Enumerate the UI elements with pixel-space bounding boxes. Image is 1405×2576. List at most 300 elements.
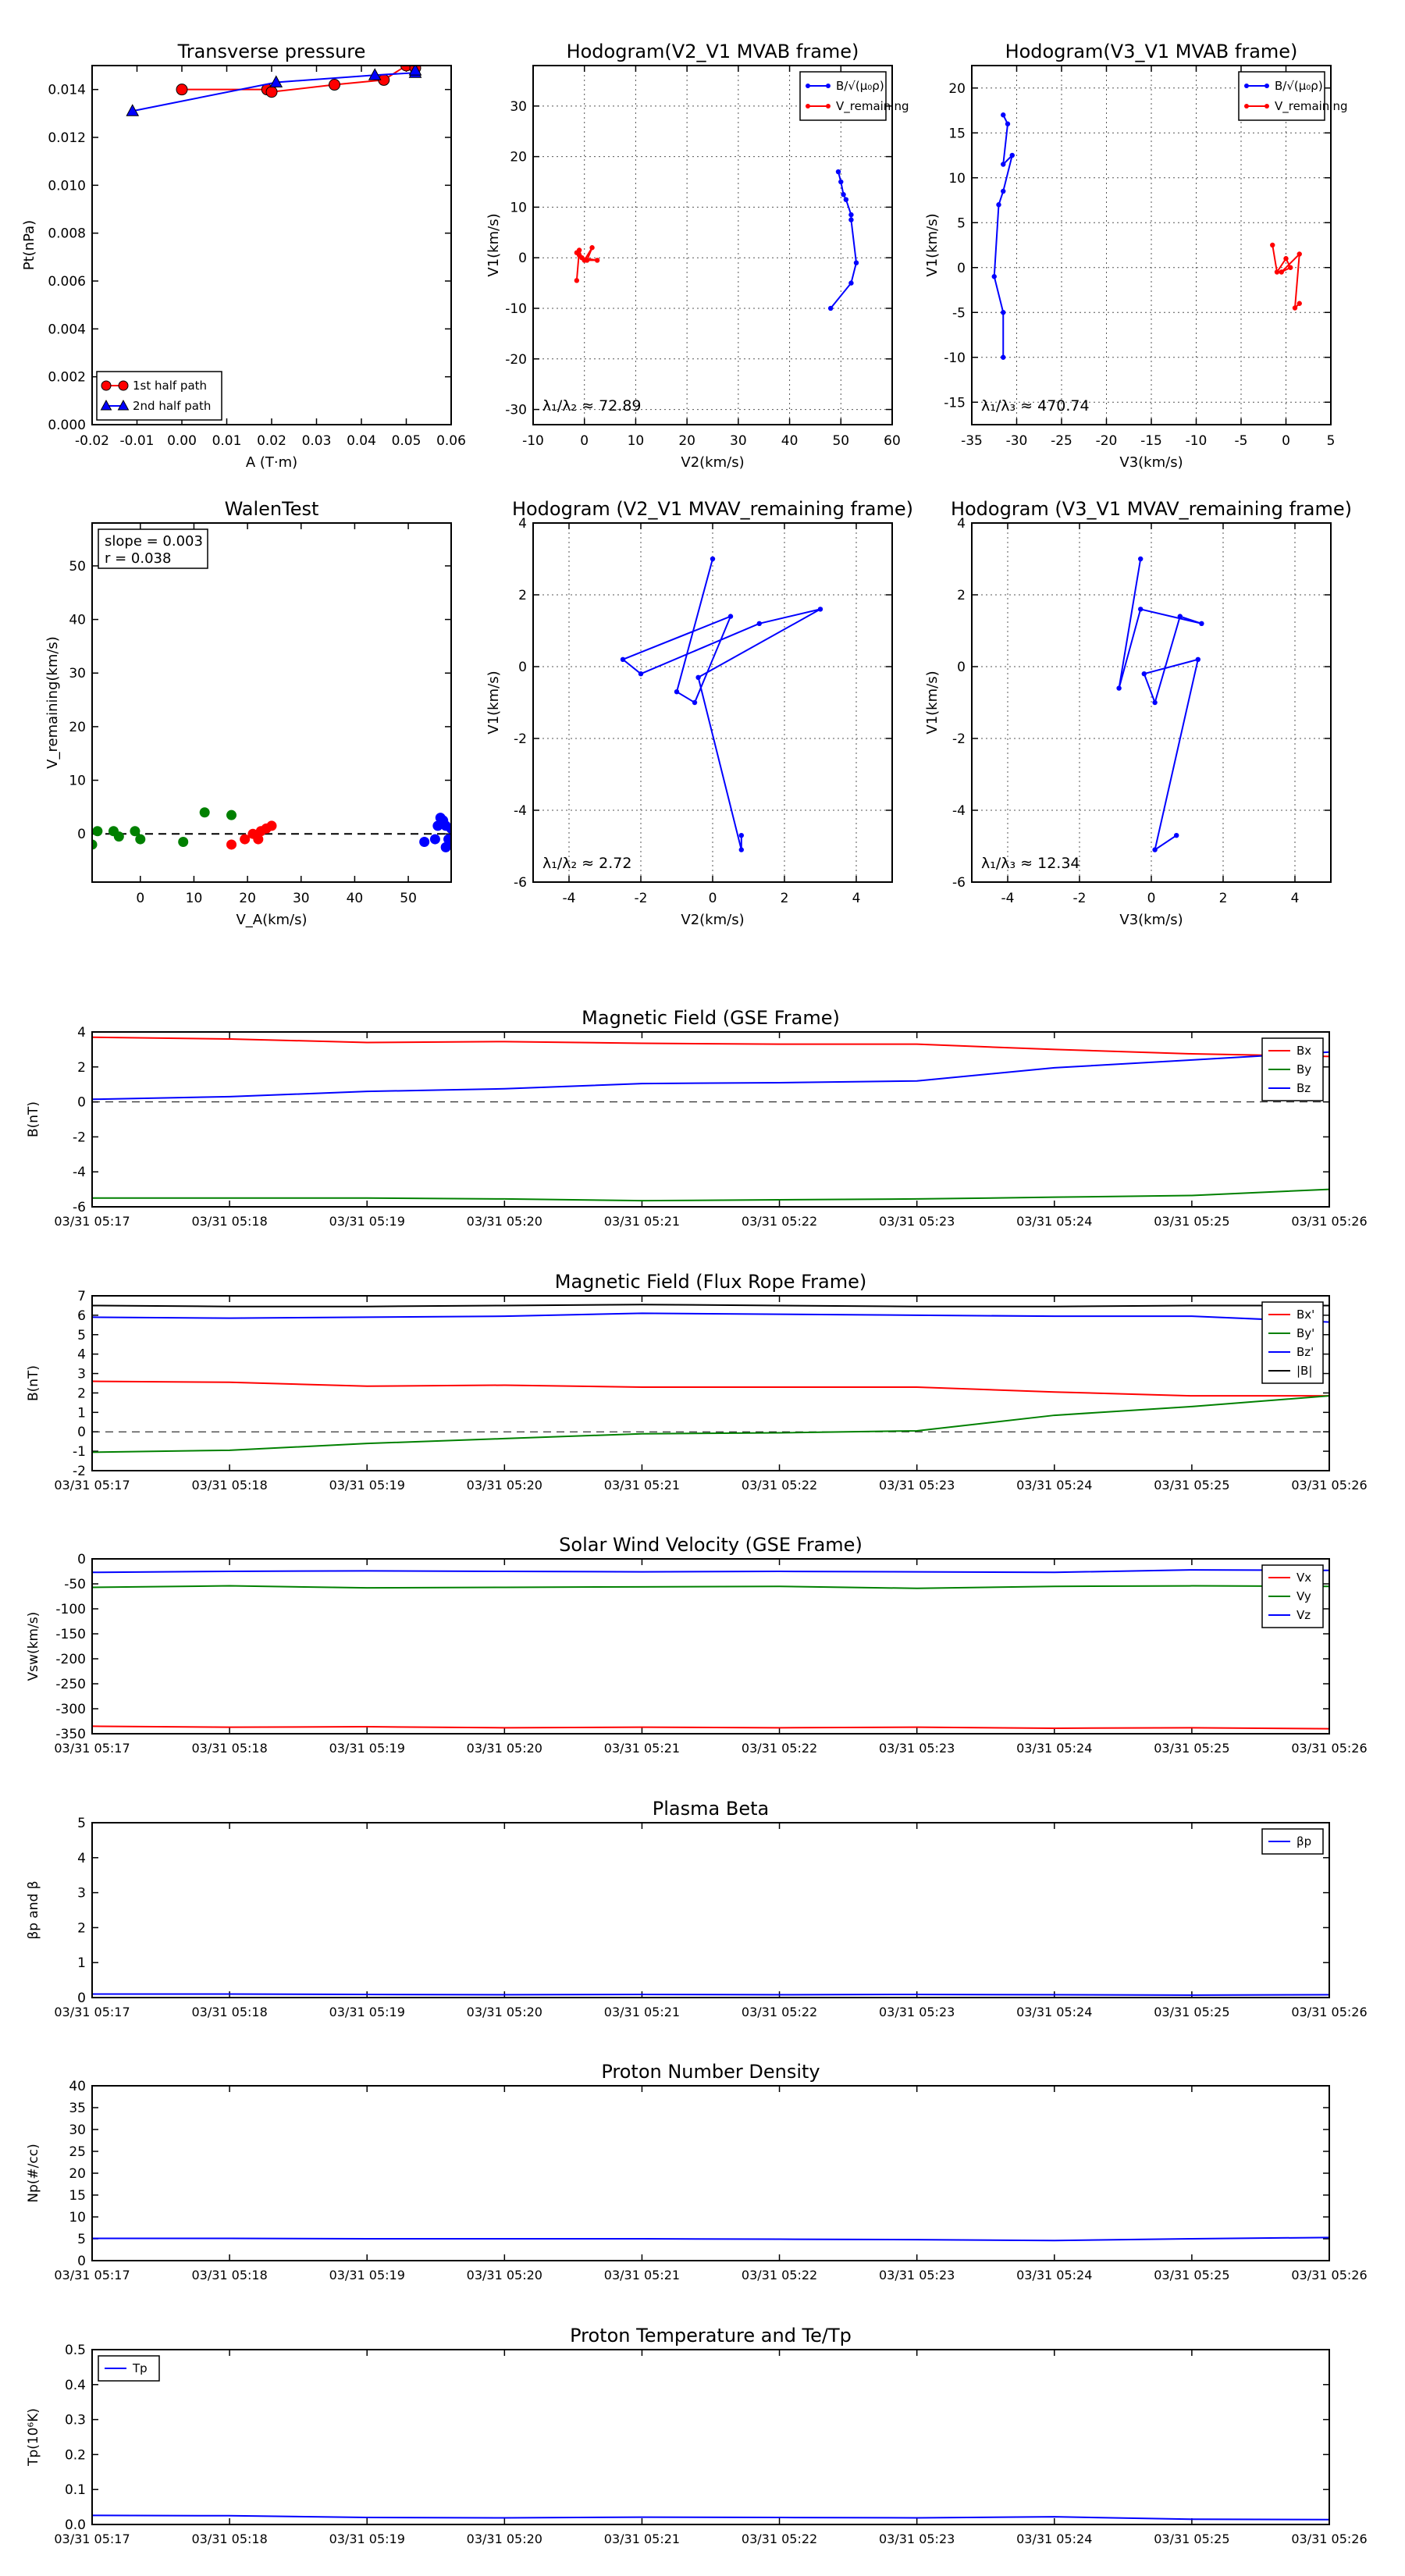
chart-title: Plasma Beta	[652, 1798, 770, 1820]
y-tick-label: -150	[55, 1627, 86, 1642]
x-tick-label: 03/31 05:18	[191, 2532, 268, 2546]
legend-label: Vz	[1297, 1608, 1311, 1622]
y-tick-label: 0	[957, 660, 966, 675]
x-tick-label: -15	[1140, 433, 1162, 449]
y-tick-label: 0	[518, 251, 527, 267]
chart-title: Hodogram (V3_V1 MVAV_remaining frame)	[950, 498, 1353, 520]
x-axis-label: V_A(km/s)	[236, 912, 308, 928]
legend-label: Bx	[1297, 1044, 1312, 1058]
x-tick-label: 03/31 05:26	[1291, 1214, 1368, 1229]
x-tick-label: 03/31 05:23	[879, 1478, 955, 1493]
data-point	[589, 245, 594, 250]
legend-marker	[1264, 104, 1269, 109]
x-tick-label: 03/31 05:23	[879, 1741, 955, 1756]
data-point	[728, 614, 733, 618]
y-tick-label: 0.002	[48, 369, 86, 386]
legend-marker	[119, 381, 128, 390]
y-tick-label: 0.2	[64, 2447, 86, 2464]
x-tick-label: 03/31 05:17	[54, 2268, 130, 2282]
chart-title: Hodogram (V2_V1 MVAV_remaining frame)	[511, 498, 914, 520]
series-line	[92, 1190, 1329, 1201]
legend-label: B/√(μ₀ρ)	[1275, 79, 1323, 93]
y-tick-label: 30	[510, 98, 527, 115]
data-point	[574, 278, 579, 283]
y-tick-label: 30	[69, 2122, 86, 2138]
data-point	[1152, 700, 1157, 705]
legend-label: Bz'	[1297, 1345, 1314, 1359]
stats-text: r = 0.038	[105, 550, 172, 567]
y-tick-label: 0.3	[64, 2412, 86, 2428]
x-tick-label: 0	[136, 891, 145, 906]
y-tick-label: 50	[69, 558, 86, 575]
legend-marker	[101, 381, 111, 390]
legend	[1262, 1302, 1323, 1383]
x-tick-label: 03/31 05:19	[329, 2268, 405, 2282]
y-tick-label: 3	[77, 1366, 86, 1382]
data-point	[595, 258, 599, 262]
y-tick-label: -100	[55, 1602, 86, 1617]
data-point	[1010, 153, 1015, 158]
y-tick-label: -6	[952, 875, 966, 891]
data-point	[1283, 256, 1288, 261]
y-tick-label: 0.006	[48, 274, 86, 290]
scatter-point	[226, 810, 237, 820]
y-tick-label: 4	[957, 516, 966, 532]
data-point	[1152, 847, 1157, 852]
x-tick-label: 0.03	[301, 433, 332, 449]
series-line	[994, 115, 1012, 358]
y-tick-label: 40	[69, 2079, 86, 2094]
data-point	[996, 202, 1001, 207]
legend-label: By	[1297, 1062, 1312, 1076]
x-tick-label: 03/31 05:25	[1154, 2532, 1230, 2546]
y-tick-label: -6	[514, 875, 527, 891]
y-axis-label: V_remaining(km/s)	[44, 636, 61, 769]
y-tick-label: -2	[73, 1464, 86, 1479]
plot-area	[574, 169, 859, 311]
x-axis-label: V2(km/s)	[681, 454, 745, 471]
series-line	[92, 1382, 1329, 1397]
scatter-point	[419, 837, 429, 847]
y-tick-label: -30	[505, 402, 527, 418]
x-tick-label: -35	[961, 433, 983, 449]
chart-6	[26, 1007, 1368, 1229]
series-line	[92, 1570, 1329, 1572]
annotation-text: λ₁/λ₂ ≈ 72.89	[542, 397, 642, 415]
legend-marker	[826, 104, 831, 109]
data-point	[1138, 557, 1143, 561]
x-tick-label: 03/31 05:22	[741, 2005, 818, 2019]
y-tick-label: -50	[64, 1577, 86, 1592]
x-tick-label: -30	[1005, 433, 1028, 449]
y-tick-label: 6	[77, 1308, 86, 1324]
x-tick-label: 03/31 05:18	[191, 1741, 268, 1756]
x-tick-label: 03/31 05:18	[191, 2005, 268, 2019]
x-tick-label: 03/31 05:19	[329, 1478, 405, 1493]
legend-label: βp	[1297, 1834, 1312, 1848]
y-tick-label: 15	[69, 2188, 86, 2204]
chart-title: Magnetic Field (Flux Rope Frame)	[554, 1271, 867, 1293]
scatter-point	[441, 842, 451, 852]
data-point	[710, 557, 715, 561]
y-tick-label: 0.1	[64, 2482, 86, 2499]
x-tick-label: 0.04	[347, 433, 376, 449]
plot-frame	[92, 1823, 1329, 1998]
x-tick-label: 03/31 05:24	[1016, 1214, 1093, 1229]
y-tick-label: 4	[518, 516, 527, 532]
y-tick-label: -350	[55, 1727, 86, 1742]
x-tick-label: 03/31 05:17	[54, 1214, 130, 1229]
x-tick-label: 40	[781, 433, 799, 449]
x-tick-label: 03/31 05:25	[1154, 1478, 1230, 1493]
y-tick-label: -200	[55, 1652, 86, 1667]
chart-0	[21, 41, 466, 471]
x-tick-label: 03/31 05:17	[54, 1478, 130, 1493]
legend-label: Vx	[1297, 1571, 1312, 1585]
x-tick-label: 03/31 05:23	[879, 2268, 955, 2282]
legend-label: Vy	[1297, 1589, 1311, 1603]
chart-8	[26, 1534, 1368, 1756]
data-point	[1178, 614, 1183, 618]
plot-area	[1116, 557, 1204, 852]
x-tick-label: 2	[780, 891, 789, 906]
data-point	[1174, 833, 1179, 838]
y-tick-label: 0.5	[64, 2343, 86, 2358]
y-tick-label: -6	[73, 1200, 86, 1215]
scatter-point	[114, 831, 124, 841]
series-line	[92, 2237, 1329, 2240]
y-tick-label: -2	[73, 1130, 86, 1146]
y-tick-label: 0	[77, 1552, 86, 1567]
x-tick-label: 50	[832, 433, 850, 449]
chart-title: Transverse pressure	[177, 41, 366, 62]
y-tick-label: 5	[77, 1327, 86, 1343]
y-tick-label: 0	[77, 1425, 86, 1441]
chart-title: Hodogram(V2_V1 MVAB frame)	[566, 41, 859, 62]
y-tick-label: 2	[77, 1920, 86, 1937]
data-point	[1275, 269, 1279, 274]
scatter-point	[135, 834, 145, 845]
x-tick-label: 03/31 05:26	[1291, 1741, 1368, 1756]
x-tick-label: -0.02	[75, 433, 109, 449]
data-point	[739, 847, 744, 852]
x-tick-label: 03/31 05:26	[1291, 2268, 1368, 2282]
x-tick-label: 03/31 05:24	[1016, 2005, 1093, 2019]
x-tick-label: 03/31 05:21	[603, 1478, 681, 1493]
data-point	[692, 700, 697, 705]
x-tick-label: 40	[346, 891, 364, 906]
y-tick-label: -20	[505, 351, 527, 368]
data-point	[1001, 162, 1005, 166]
plot-area	[992, 112, 1302, 360]
scatter-point	[178, 837, 188, 847]
y-tick-label: 35	[69, 2101, 86, 2116]
data-point	[841, 192, 845, 197]
y-tick-label: 40	[69, 612, 86, 628]
scatter-point	[267, 820, 277, 831]
x-tick-label: 03/31 05:22	[741, 2268, 818, 2282]
data-point	[695, 675, 700, 680]
x-tick-label: 03/31 05:18	[191, 1478, 268, 1493]
x-tick-label: -10	[522, 433, 544, 449]
x-tick-label: 60	[884, 433, 901, 449]
x-tick-label: 20	[678, 433, 695, 449]
legend-marker	[1244, 84, 1249, 88]
x-axis-label: A (T·m)	[245, 454, 298, 471]
y-tick-label: 2	[957, 588, 966, 603]
scatter-point	[200, 807, 210, 817]
y-tick-label: 4	[77, 1025, 86, 1041]
plot-frame	[92, 2086, 1329, 2261]
data-point	[585, 258, 589, 262]
x-tick-label: 03/31 05:26	[1291, 2005, 1368, 2019]
y-tick-label: 10	[510, 200, 527, 216]
x-tick-label: 10	[185, 891, 203, 906]
x-tick-label: 03/31 05:24	[1016, 1741, 1093, 1756]
y-tick-label: 0.014	[48, 82, 86, 98]
y-axis-label: Pt(nPa)	[21, 219, 37, 271]
data-point	[621, 657, 625, 662]
x-tick-label: 0.02	[257, 433, 286, 449]
y-axis-label: V1(km/s)	[486, 671, 502, 735]
x-tick-label: 0	[1282, 433, 1290, 449]
x-tick-label: 10	[627, 433, 645, 449]
legend-label: B/√(μ₀ρ)	[836, 79, 884, 93]
y-axis-label: V1(km/s)	[486, 213, 502, 277]
x-tick-label: 03/31 05:25	[1154, 1741, 1230, 1756]
y-tick-label: 20	[69, 2166, 86, 2182]
x-tick-label: 03/31 05:25	[1154, 2268, 1230, 2282]
y-axis-label: B(nT)	[26, 1101, 41, 1138]
data-point	[176, 84, 187, 95]
legend	[1262, 1038, 1323, 1101]
data-point	[848, 280, 853, 285]
x-tick-label: 03/31 05:26	[1291, 2532, 1368, 2546]
y-tick-label: 10	[69, 2210, 86, 2226]
y-tick-label: 20	[69, 719, 86, 735]
y-tick-label: 25	[69, 2144, 86, 2160]
x-tick-label: -4	[1001, 891, 1015, 906]
x-tick-label: 0.00	[167, 433, 197, 449]
x-tick-label: 0.01	[212, 433, 242, 449]
plot-frame	[92, 66, 451, 425]
legend-label: V_remaining	[836, 99, 909, 113]
y-tick-label: 10	[69, 773, 86, 789]
data-point	[1005, 122, 1010, 126]
y-tick-label: 7	[77, 1289, 86, 1304]
y-tick-label: 2	[77, 1059, 86, 1076]
y-tick-label: -1	[73, 1444, 86, 1461]
annotation-text: λ₁/λ₂ ≈ 2.72	[542, 855, 632, 872]
data-point	[1297, 251, 1302, 256]
x-tick-label: 03/31 05:25	[1154, 2005, 1230, 2019]
y-axis-label: Np(#/cc)	[26, 2144, 41, 2203]
y-tick-label: 0.4	[64, 2377, 86, 2393]
y-tick-label: 5	[77, 1816, 86, 1831]
data-point	[838, 180, 843, 184]
y-tick-label: 0	[77, 1094, 86, 1111]
legend-marker	[826, 84, 831, 88]
plot-frame	[92, 1032, 1329, 1207]
chart-title: Magnetic Field (GSE Frame)	[582, 1007, 840, 1029]
y-tick-label: -250	[55, 1677, 86, 1692]
series-line	[92, 1313, 1329, 1322]
legend-marker	[1264, 84, 1269, 88]
chart-5	[924, 498, 1352, 928]
data-point	[836, 169, 841, 174]
plot-frame	[92, 1559, 1329, 1734]
series-line	[92, 1726, 1329, 1728]
y-tick-label: -300	[55, 1702, 86, 1717]
series-line	[92, 1304, 1329, 1306]
data-point	[329, 80, 340, 91]
legend	[97, 372, 222, 420]
x-tick-label: 0.06	[436, 433, 466, 449]
data-point	[848, 212, 853, 217]
x-tick-label: 03/31 05:18	[191, 1214, 268, 1229]
series-line	[92, 1994, 1329, 1995]
series-line	[92, 2515, 1329, 2519]
legend-label: Tp	[133, 2361, 148, 2375]
x-tick-label: 03/31 05:22	[741, 2532, 818, 2546]
x-tick-label: 0	[1147, 891, 1156, 906]
x-tick-label: -10	[1185, 433, 1208, 449]
y-tick-label: -5	[952, 305, 966, 322]
data-point	[638, 671, 643, 676]
annotation-text: λ₁/λ₃ ≈ 12.34	[981, 855, 1080, 872]
x-tick-label: 03/31 05:21	[603, 2005, 681, 2019]
x-tick-label: 03/31 05:20	[466, 1741, 542, 1756]
legend	[1262, 1565, 1323, 1628]
series-line	[92, 1586, 1329, 1589]
y-axis-label: Tp(10⁶K)	[26, 2407, 41, 2467]
plot-area	[87, 807, 457, 852]
x-tick-label: 03/31 05:19	[329, 1741, 405, 1756]
y-tick-label: 0.010	[48, 178, 86, 194]
series-line	[623, 559, 820, 850]
y-tick-label: -4	[73, 1165, 86, 1181]
x-tick-label: 03/31 05:20	[466, 1214, 542, 1229]
x-tick-label: 03/31 05:23	[879, 1214, 955, 1229]
data-point	[992, 274, 997, 279]
chart-2	[924, 41, 1348, 471]
data-point	[1196, 657, 1200, 662]
y-tick-label: 20	[948, 80, 966, 97]
data-point	[1288, 265, 1293, 270]
series-line	[92, 1037, 1329, 1057]
x-tick-label: 03/31 05:20	[466, 1478, 542, 1493]
legend-label: Bx'	[1297, 1308, 1315, 1322]
x-tick-label: 4	[852, 891, 861, 906]
stats-box	[98, 529, 208, 568]
legend-label: 1st half path	[133, 379, 208, 393]
data-point	[1142, 671, 1147, 676]
x-tick-label: 5	[1326, 433, 1336, 449]
x-tick-label: 30	[730, 433, 747, 449]
chart-4	[486, 498, 913, 928]
y-tick-label: -10	[944, 350, 966, 366]
stats-text: slope = 0.003	[105, 533, 203, 550]
y-tick-label: 5	[77, 2232, 86, 2247]
y-tick-label: 1	[77, 1405, 86, 1421]
legend	[98, 2356, 159, 2381]
x-tick-label: 0.05	[391, 433, 422, 449]
data-point	[1138, 607, 1143, 611]
x-tick-label: -2	[634, 891, 648, 906]
x-tick-label: 03/31 05:26	[1291, 1478, 1368, 1493]
x-tick-label: -5	[1234, 433, 1248, 449]
x-tick-label: 50	[400, 891, 417, 906]
x-tick-label: 03/31 05:20	[466, 2268, 542, 2282]
chart-title: Hodogram(V3_V1 MVAB frame)	[1005, 41, 1298, 62]
y-tick-label: 5	[957, 215, 966, 232]
y-tick-label: 0	[77, 1991, 86, 2006]
y-tick-label: 0.012	[48, 130, 86, 146]
x-tick-label: 03/31 05:21	[603, 2268, 681, 2282]
y-tick-label: 0.008	[48, 226, 86, 242]
y-tick-label: -2	[514, 731, 527, 747]
x-tick-label: -4	[562, 891, 576, 906]
plot-frame	[92, 2350, 1329, 2524]
data-point	[818, 607, 823, 611]
series-line	[1119, 559, 1202, 850]
y-tick-label: 1	[77, 1955, 86, 1972]
y-tick-label: -2	[952, 731, 966, 747]
data-point	[854, 260, 859, 265]
legend-label: V_remaining	[1275, 99, 1348, 113]
x-tick-label: 30	[292, 891, 310, 906]
scatter-point	[92, 826, 102, 836]
y-tick-label: -4	[514, 803, 527, 819]
data-point	[1270, 243, 1275, 247]
plot-area	[621, 557, 823, 852]
y-tick-label: -10	[505, 301, 527, 317]
series-line	[92, 1396, 1329, 1452]
x-tick-label: 20	[239, 891, 256, 906]
x-tick-label: -25	[1051, 433, 1072, 449]
y-tick-label: 0	[518, 660, 527, 675]
chart-3	[44, 498, 457, 928]
legend-label: By'	[1297, 1326, 1315, 1340]
scatter-point	[226, 839, 237, 849]
chart-title: WalenTest	[224, 498, 319, 520]
y-tick-label: 20	[510, 149, 527, 165]
chart-title: Proton Number Density	[601, 2061, 820, 2083]
y-axis-label: V1(km/s)	[924, 213, 941, 277]
x-tick-label: 03/31 05:17	[54, 1741, 130, 1756]
x-tick-label: 03/31 05:23	[879, 2005, 955, 2019]
y-tick-label: 30	[69, 666, 86, 682]
x-tick-label: 03/31 05:24	[1016, 1478, 1093, 1493]
x-tick-label: -20	[1095, 433, 1118, 449]
chart-7	[26, 1271, 1368, 1493]
chart-11	[26, 2325, 1368, 2546]
data-point	[848, 217, 853, 222]
x-tick-label: 03/31 05:22	[741, 1478, 818, 1493]
data-point	[739, 833, 744, 838]
data-point	[577, 247, 582, 252]
y-tick-label: 3	[77, 1885, 86, 1902]
data-point	[828, 306, 833, 311]
chart-title: Solar Wind Velocity (GSE Frame)	[559, 1534, 863, 1556]
x-tick-label: 03/31 05:21	[603, 2532, 681, 2546]
x-tick-label: 2	[1218, 891, 1228, 906]
y-axis-label: B(nT)	[26, 1364, 41, 1402]
y-tick-label: 0.004	[48, 322, 86, 338]
y-tick-label: -4	[952, 803, 966, 819]
y-tick-label: 2	[518, 588, 527, 603]
chart-title: Proton Temperature and Te/Tp	[570, 2325, 852, 2347]
